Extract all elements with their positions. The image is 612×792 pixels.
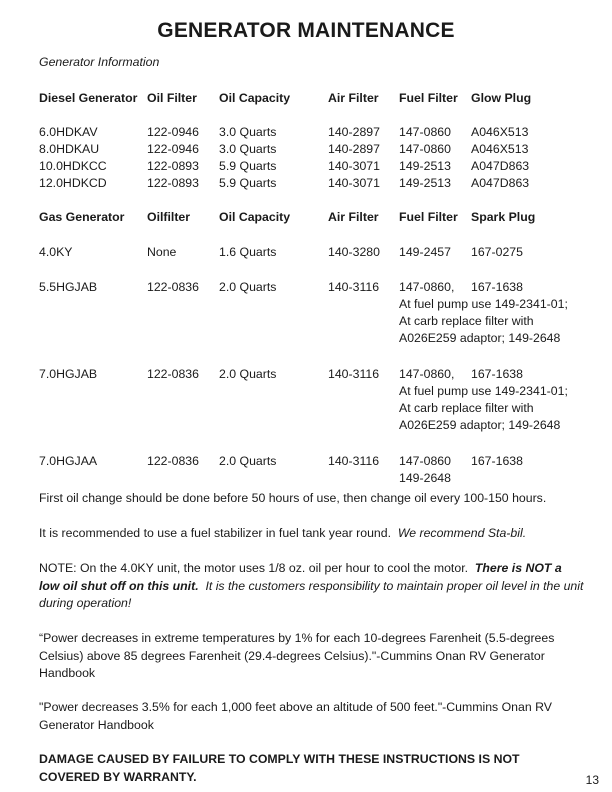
note-warning: There is NOT a low oil shut off on this unit.: [39, 561, 562, 593]
temperature-quote: “Power decreases in extreme temperatures by 1% for each 10-degrees Farenheit (5.5-degrees Celsius) above 85 degrees Farenheit (29.4-degrees Celsius)."-Cummins Onan RV Generator Handbook: [39, 631, 555, 680]
gas-fuel-note: 149-2648: [399, 471, 451, 485]
altitude-quote: "Power decreases 3.5% for each 1,000 feet above an altitude of 500 feet."-Cummins Onan RV Generator Handbook: [39, 700, 552, 732]
gas-spark-plug: 167-1638: [471, 367, 523, 381]
gas-fuel-note: A026E259 adaptor; 149-2648: [399, 331, 561, 345]
gas-model: 7.0HGJAA: [39, 454, 98, 468]
gas-fuel-filter: 149-2457: [399, 245, 451, 259]
diesel-air-filter: 140-3071: [328, 176, 380, 190]
gas-spark-plug: 167-0275: [471, 245, 523, 259]
gas-header-oil-filter: Oilfilter: [147, 210, 191, 224]
gas-air-filter: 140-3116: [328, 367, 380, 381]
diesel-air-filter: 140-2897: [328, 125, 380, 139]
gas-fuel-note: At carb replace filter with: [399, 401, 534, 415]
gas-fuel-note: At fuel pump use 149-2341-01;: [399, 297, 568, 311]
stabilizer-recommendation: We recommend Sta-bil.: [397, 526, 527, 540]
diesel-model: 12.0HDKCD: [39, 176, 107, 190]
page-number: 13: [585, 773, 599, 787]
gas-oil-capacity: 2.0 Quarts: [219, 454, 277, 468]
diesel-oil-capacity: 3.0 Quarts: [219, 142, 277, 156]
gas-model: 4.0KY: [39, 245, 73, 259]
diesel-oil-capacity: 5.9 Quarts: [219, 176, 277, 190]
diesel-oil-filter: 122-0893: [147, 176, 199, 190]
gas-fuel-note: At carb replace filter with: [399, 314, 534, 328]
gas-oil-filter: None: [147, 245, 177, 259]
diesel-oil-filter: 122-0946: [147, 125, 199, 139]
gas-air-filter: 140-3116: [328, 454, 380, 468]
gas-header-oil-capacity: Oil Capacity: [219, 210, 291, 224]
gas-oil-filter: 122-0836: [147, 280, 199, 294]
diesel-header-air-filter: Air Filter: [328, 91, 379, 105]
diesel-header-glow-plug: Glow Plug: [471, 91, 532, 105]
diesel-fuel-filter: 147-0860: [399, 125, 451, 139]
diesel-header-oil-capacity: Oil Capacity: [219, 91, 291, 105]
note-paragraph: [39, 560, 584, 613]
gas-header-fuel-filter: Fuel Filter: [399, 210, 458, 224]
diesel-oil-filter: 122-0946: [147, 142, 199, 156]
gas-oil-filter: 122-0836: [147, 367, 199, 381]
gas-fuel-note: At fuel pump use 149-2341-01;: [399, 384, 568, 398]
gas-air-filter: 140-3280: [328, 245, 380, 259]
diesel-glow-plug: A046X513: [471, 142, 529, 156]
stabilizer-text: It is recommended to use a fuel stabilizer in fuel tank year round.: [39, 526, 392, 540]
diesel-air-filter: 140-3071: [328, 159, 380, 173]
warranty-notice: DAMAGE CAUSED BY FAILURE TO COMPLY WITH THESE INSTRUCTIONS IS NOT COVERED BY WARRANTY.: [39, 752, 520, 784]
gas-oil-capacity: 2.0 Quarts: [219, 280, 277, 294]
gas-spark-plug: 167-1638: [471, 280, 523, 294]
diesel-header-oil-filter: Oil Filter: [147, 91, 197, 105]
gas-oil-capacity: 1.6 Quarts: [219, 245, 277, 259]
gas-header-model: Gas Generator: [39, 210, 125, 224]
page-title: GENERATOR MAINTENANCE: [157, 19, 455, 42]
diesel-model: 10.0HDKCC: [39, 159, 107, 173]
oil-change-paragraph: First oil change should be done before 50 hours of use, then change oil every 100-150 hours.: [39, 491, 547, 505]
gas-fuel-filter: 147-0860,: [399, 280, 455, 294]
diesel-model: 6.0HDKAV: [39, 125, 98, 139]
gas-oil-capacity: 2.0 Quarts: [219, 367, 277, 381]
diesel-fuel-filter: 149-2513: [399, 159, 451, 173]
gas-header-air-filter: Air Filter: [328, 210, 379, 224]
diesel-fuel-filter: 149-2513: [399, 176, 451, 190]
gas-air-filter: 140-3116: [328, 280, 380, 294]
diesel-oil-capacity: 5.9 Quarts: [219, 159, 277, 173]
diesel-model: 8.0HDKAU: [39, 142, 100, 156]
diesel-air-filter: 140-2897: [328, 142, 380, 156]
diesel-oil-filter: 122-0893: [147, 159, 199, 173]
gas-fuel-filter: 147-0860: [399, 454, 451, 468]
gas-oil-filter: 122-0836: [147, 454, 199, 468]
diesel-header-model: Diesel Generator: [39, 91, 138, 105]
diesel-oil-capacity: 3.0 Quarts: [219, 125, 277, 139]
gas-model: 7.0HGJAB: [39, 367, 98, 381]
gas-spark-plug: 167-1638: [471, 454, 523, 468]
stabilizer-paragraph: [39, 525, 584, 543]
diesel-glow-plug: A047D863: [471, 176, 530, 190]
gas-fuel-filter: 147-0860,: [399, 367, 455, 381]
gas-header-spark-plug: Spark Plug: [471, 210, 536, 224]
gas-fuel-note: A026E259 adaptor; 149-2648: [399, 418, 561, 432]
note-text: NOTE: On the 4.0KY unit, the motor uses 1/8 oz. oil per hour to cool the motor.: [39, 561, 469, 575]
note-responsibility: It is the customers responsibility to maintain proper oil level in the unit during operation!: [39, 578, 584, 610]
diesel-header-fuel-filter: Fuel Filter: [399, 91, 458, 105]
diesel-fuel-filter: 147-0860: [399, 142, 451, 156]
diesel-glow-plug: A047D863: [471, 159, 530, 173]
gas-model: 5.5HGJAB: [39, 280, 98, 294]
diesel-glow-plug: A046X513: [471, 125, 529, 139]
section-subtitle: Generator Information: [39, 55, 160, 69]
